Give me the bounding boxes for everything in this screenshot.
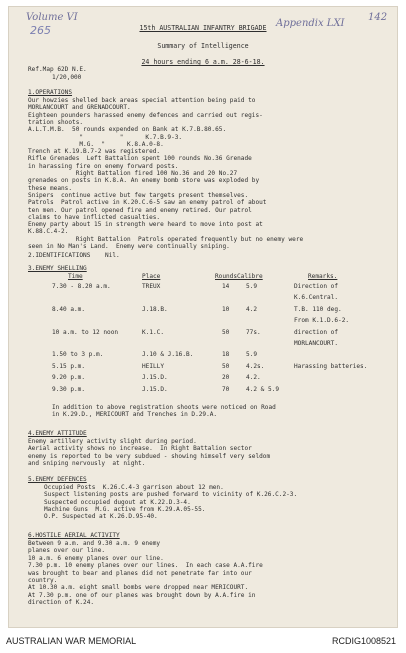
shelling-cell-rem: MORLANCOURT. (294, 340, 339, 347)
footer-record-id: RCDIG1008521 (332, 636, 397, 646)
shelling-header-remarks: Remarks. (308, 273, 338, 280)
brigade-title: 15th AUSTRALIAN INFANTRY BRIGADE (139, 24, 267, 32)
shelling-cell-rem: T.B. 110 deg. (294, 305, 342, 313)
shelling-cell-time: 9.30 p.m. (52, 385, 86, 393)
period-title: 24 hours ending 6 a.m. 28-6-18. (141, 58, 265, 66)
shelling-cell-rounds: 10 (222, 305, 230, 313)
ref-map: Ref.Map 62D N.E. (28, 66, 87, 73)
shelling-cell-rounds: 50 (222, 362, 230, 370)
shelling-header-rounds: RoundsCalibre (215, 273, 263, 280)
text-line: Right Battalion fired 100 No.36 and 20 No.27 (28, 170, 238, 177)
text-line: MORLANCOURT and GRENADCOURT. (28, 104, 131, 112)
text-line: Aerial activity shows no increase. In Right Battalion sector (28, 445, 252, 453)
summary-title: Summary of Intelligence (157, 42, 249, 50)
document-page (8, 6, 398, 628)
text-line: Enemy artillery activity slight during period. (28, 438, 197, 445)
shelling-cell-cal: 77s. (246, 328, 261, 336)
text-line: direction of K.24. (28, 599, 95, 607)
text-line: in harassing fire on enemy forward posts. (28, 162, 179, 170)
shelling-header-place: Place (142, 273, 161, 280)
section-aerial-title: 6.HOSTILE AERIAL ACTIVITY (28, 532, 120, 539)
shelling-header-time: Time (68, 273, 83, 280)
text-line: In addition to above registration shoots were noticed on Road (52, 404, 276, 411)
shelling-cell-cal: 4.2 & 5.9 (246, 385, 280, 393)
shelling-cell-rem: From K.1.D.6-2. (294, 317, 350, 325)
shelling-cell-place: J.15.D. (142, 385, 168, 393)
footer-archive-name: AUSTRALIAN WAR MEMORIAL (6, 636, 137, 646)
text-line: Patrols Patrol active in K.20.C.6-5 saw an enemy patrol of about (28, 199, 267, 207)
text-line: and sniping nervously at night. (28, 459, 146, 467)
shelling-cell-cal: 4.2 (246, 305, 258, 313)
text-line: " " K.7.B.9-3. (28, 133, 183, 141)
text-line: planes over our line. (28, 547, 106, 555)
shelling-cell-time: 9.20 p.m. (52, 374, 86, 382)
handwritten-page-number: 142 (368, 12, 388, 23)
shelling-cell-time: 8.40 a.m. (52, 305, 86, 313)
text-line: Machine Guns M.G. active from K.29.A.05-55. (44, 505, 206, 513)
text-line: Rifle Grenades Left Battalion spent 100 rounds No.36 Grenade (28, 155, 252, 163)
shelling-cell-rounds: 50 (222, 328, 230, 336)
section-shelling-title: 3.ENEMY SHELLING (28, 265, 87, 272)
shelling-cell-rounds: 70 (222, 385, 230, 393)
shelling-cell-place: J.10 & J.16.B. (142, 351, 194, 359)
shelling-cell-rem: Harassing batteries. (294, 362, 368, 370)
text-line: Enemy party about 15 in strength were heard to move into post at (28, 221, 263, 229)
text-line: Our howzies shelled back areas special attention being paid to (28, 97, 256, 104)
shelling-cell-time: 10 a.m. to 12 noon (52, 328, 119, 336)
shelling-cell-place: TREUX (142, 283, 161, 290)
shelling-cell-cal: 4.2s. (246, 362, 265, 370)
text-line: Suspect listening posts are pushed forward to vicinity of K.26.C.2-3. (44, 491, 298, 499)
shelling-cell-time: 5.15 p.m. (52, 362, 86, 370)
text-line: enemy is reported to be very subdued - showing himself very seldom (28, 452, 271, 460)
shelling-cell-cal: 5.9 (246, 351, 258, 359)
text-line: At 10.30 a.m. eight small bombs were dropped near MERICOURT. (28, 584, 249, 592)
shelling-cell-place: J.18.B. (142, 305, 168, 313)
shelling-cell-place: J.15.D. (142, 374, 168, 382)
text-line: K.88.C.4-2. (28, 228, 69, 236)
text-line: in K.29.D., MERICOURT and Trenches in D.29.A. (52, 411, 218, 419)
section-defences-title: 5.ENEMY DEFENCES (28, 476, 87, 483)
text-line: Between 9 a.m. and 9.30 a.m. 9 enemy (28, 540, 161, 547)
text-line: M.G. " K.8.A.0-8. (28, 140, 164, 148)
handwritten-appendix: Appendix LXI (276, 18, 345, 29)
text-line: Right Battalion Patrols operated frequently but no enemy were (28, 235, 304, 243)
section-identifications: 2.IDENTIFICATIONS Nil. (28, 252, 120, 259)
text-line: O.P. Suspected at K.26.D.95-40. (44, 513, 158, 521)
text-line: 7.30 p.m. 10 enemy planes over our lines. In each case A.A.fire (28, 562, 263, 570)
shelling-cell-cal: 4.2. (246, 374, 261, 382)
text-line: At 7.30 p.m. one of our planes was brought down by A.A.fire in (28, 591, 256, 599)
shelling-cell-rem: direction of (294, 328, 339, 336)
section-operations-title: 1.OPERATIONS (28, 89, 73, 96)
shelling-cell-rem: Direction of (294, 283, 339, 290)
section-attitude-title: 4.ENEMY ATTITUDE (28, 430, 87, 437)
shelling-cell-place: HEILLY (142, 362, 165, 370)
shelling-cell-rem: K.6.Central. (294, 294, 339, 302)
shelling-cell-time: 7.30 - 8.20 a.m. (52, 283, 111, 290)
text-line: Eighteen pounders harassed enemy defences and carried out regis- (28, 111, 263, 119)
handwritten-volume: Volume VI (26, 12, 78, 23)
text-line: Occupied Posts K.26.C.4-3 garrison about 12 men. (44, 484, 224, 491)
shelling-cell-time: 1.50 to 3 p.m. (52, 351, 104, 359)
text-line: was brought to bear and planes did not penetrate far into our (28, 569, 252, 577)
ref-scale: 1/20,000 (52, 74, 82, 81)
text-line: tration shoots. (28, 118, 84, 126)
shelling-cell-rounds: 20 (222, 374, 230, 382)
text-line: ten men. Our patrol opened fire and enemy retired. Our patrol (28, 206, 252, 214)
text-line: these means. (28, 184, 73, 192)
text-line: country. (28, 577, 58, 584)
text-line: Snipers continue active but few targets present themselves. (28, 191, 249, 199)
shelling-cell-rounds: 18 (222, 351, 230, 359)
text-line: Trench at K.19.B.7-2 was registered. (28, 148, 161, 156)
text-line: grenades on posts in K.8.A. An enemy bomb store was exploded by (28, 177, 260, 185)
text-line: 10 a.m. 6 enemy planes over our line. (28, 554, 164, 562)
shelling-cell-cal: 5.9 (246, 283, 258, 290)
text-line: Suspected occupied dugout at K.22.D.3-4. (44, 498, 191, 506)
text-line: claims to have inflicted casualties. (28, 213, 161, 221)
shelling-cell-rounds: 14 (222, 283, 230, 290)
handwritten-ref-number: 265 (30, 24, 51, 37)
text-line: seen in No Man's Land. Enemy were continually sniping. (28, 243, 230, 250)
text-line: A.L.T.M.B. 50 rounds expended on Bank at K.7.B.80.65. (28, 126, 227, 134)
shelling-cell-place: K.1.C. (142, 328, 165, 336)
